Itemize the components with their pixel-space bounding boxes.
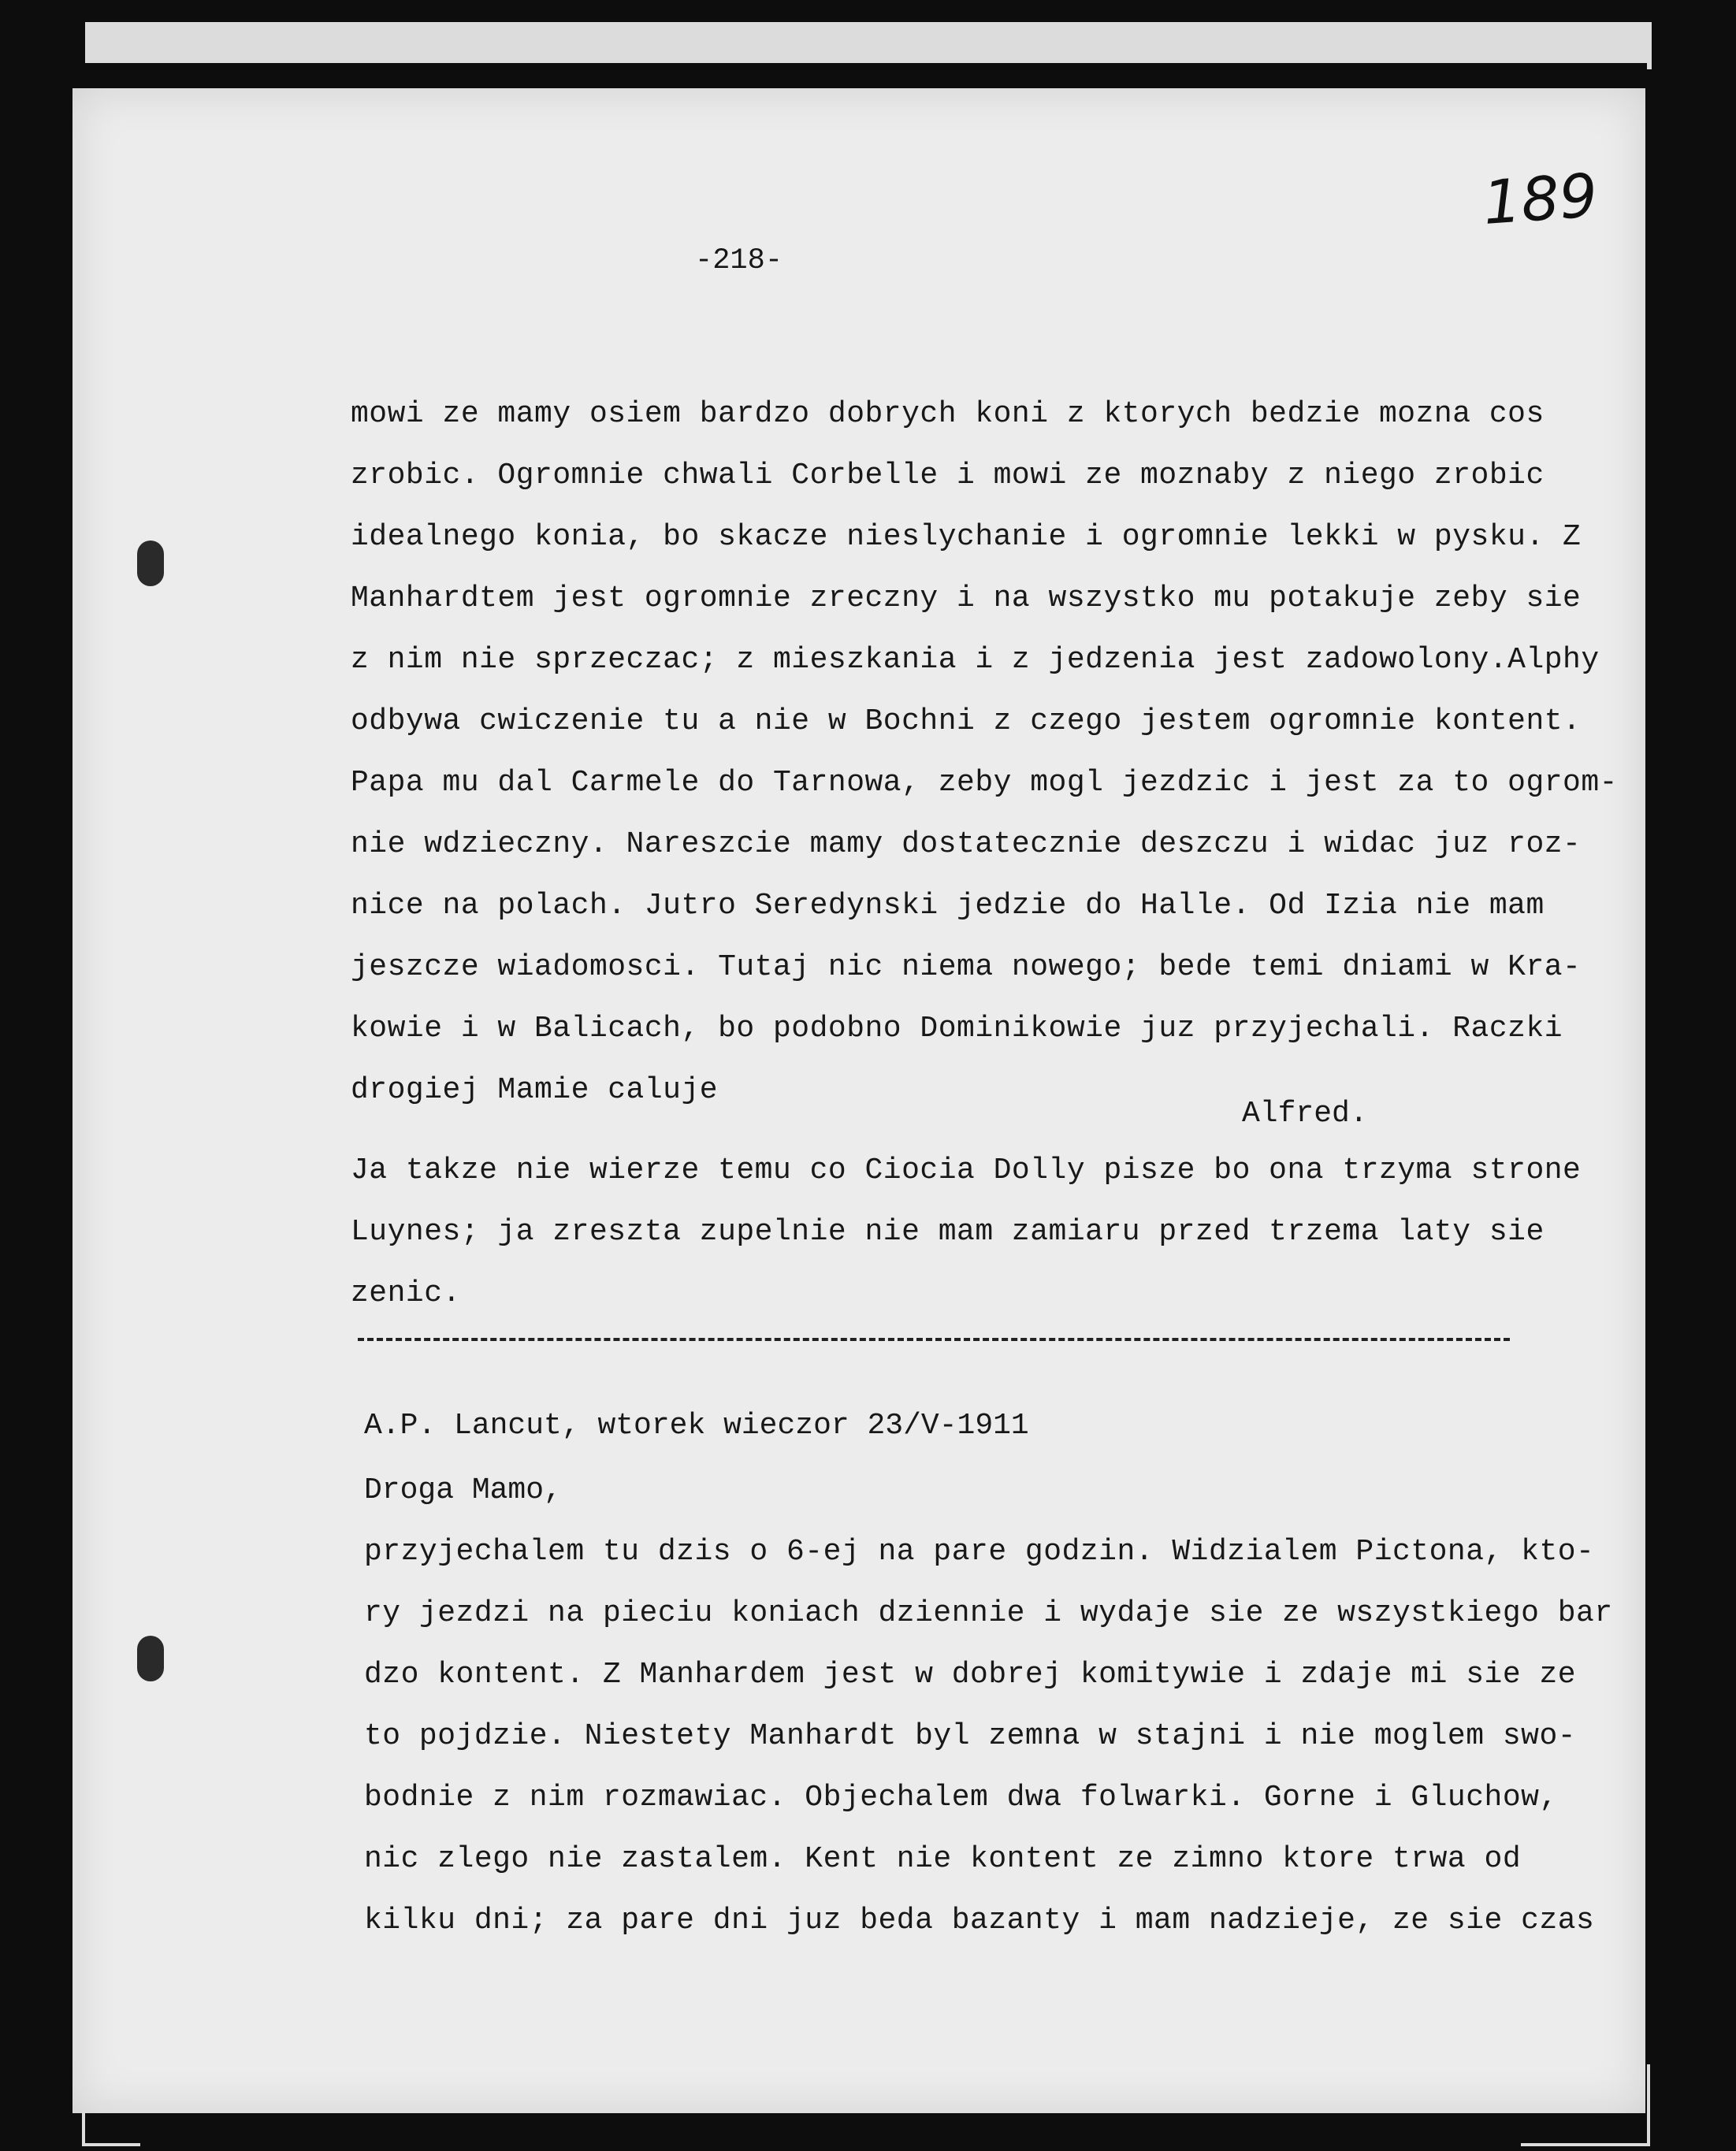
letter2-salutation: Droga Mamo, [364, 1473, 562, 1507]
letter1-line: z nim nie sprzeczac; z mieszkania i z jedzenia jest zadowolony.Alphy [351, 643, 1600, 677]
underlying-page-edge [85, 22, 1649, 63]
letter2-line: kilku dni; za pare dni juz beda bazanty i mam nadzieje, ze sie czas [364, 1904, 1595, 1937]
letter2-line: bodnie z nim rozmawiac. Objechalem dwa folwarki. Gorne i Gluchow, [364, 1781, 1558, 1815]
section-divider [358, 1338, 1510, 1341]
letter1-line: zrobic. Ogromnie chwali Corbelle i mowi ze moznaby z niego zrobic [351, 459, 1545, 492]
postscript-line: Luynes; ja zreszta zupelnie nie mam zamiaru przed trzema laty sie [351, 1215, 1545, 1249]
letter1-line: jeszcze wiadomosci. Tutaj nic niema nowego; bede temi dniami w Kra- [351, 950, 1582, 984]
letter2-line: ry jezdzi na pieciu koniach dziennie i wydaje sie ze wszystkiego bar [364, 1596, 1613, 1630]
letter1-line: nie wdzieczny. Nareszcie mamy dostatecznie deszczu i widac juz roz- [351, 827, 1582, 861]
letter2-line: dzo kontent. Z Manhardem jest w dobrej komitywie i zdaje mi sie ze [364, 1658, 1577, 1692]
letter1-line: Manhardtem jest ogromnie zreczny i na wszystko mu potakuje zeby sie [351, 581, 1582, 615]
letter2-line: nic zlego nie zastalem. Kent nie kontent ze zimno ktore trwa od [364, 1842, 1522, 1876]
letter1-line: odbywa cwiczenie tu a nie w Bochni z czego jestem ogromnie kontent. [351, 704, 1582, 738]
punch-hole [137, 1636, 164, 1681]
underlying-page-edge-right [1647, 22, 1652, 69]
letter2-line: przyjechalem tu dzis o 6-ej na pare godzin. Widzialem Pictona, kto- [364, 1535, 1595, 1569]
page-number: -218- [695, 244, 783, 277]
typewritten-page [72, 88, 1645, 2113]
letter1-line: nice na polach. Jutro Seredynski jedzie do Halle. Od Izia nie mam [351, 889, 1545, 923]
letter1-line: kowie i w Balicach, bo podobno Dominikowie juz przyjechali. Raczki [351, 1012, 1563, 1046]
letter2-line: to pojdzie. Niestety Manhardt byl zemna w stajni i nie moglem swo- [364, 1719, 1577, 1753]
letter1-line: idealnego konia, bo skacze nieslychanie i ogromnie lekki w pysku. Z [351, 520, 1582, 554]
letter1-line: Papa mu dal Carmele do Tarnowa, zeby mogl jezdzic i jest za to ogrom- [351, 766, 1618, 800]
archive-page-number: 189 [1481, 160, 1600, 238]
letter1-line: drogiej Mamie caluje [351, 1073, 719, 1107]
letter2-heading: A.P. Lancut, wtorek wieczor 23/V-1911 [364, 1409, 1029, 1443]
postscript-line: Ja takze nie wierze temu co Ciocia Dolly pisze bo ona trzyma strone [351, 1154, 1582, 1187]
postscript-line: zenic. [351, 1276, 461, 1310]
signature-alfred: Alfred. [1242, 1097, 1368, 1131]
letter1-line: mowi ze mamy osiem bardzo dobrych koni z ktorych bedzie mozna cos [351, 397, 1545, 431]
punch-hole [137, 541, 164, 586]
